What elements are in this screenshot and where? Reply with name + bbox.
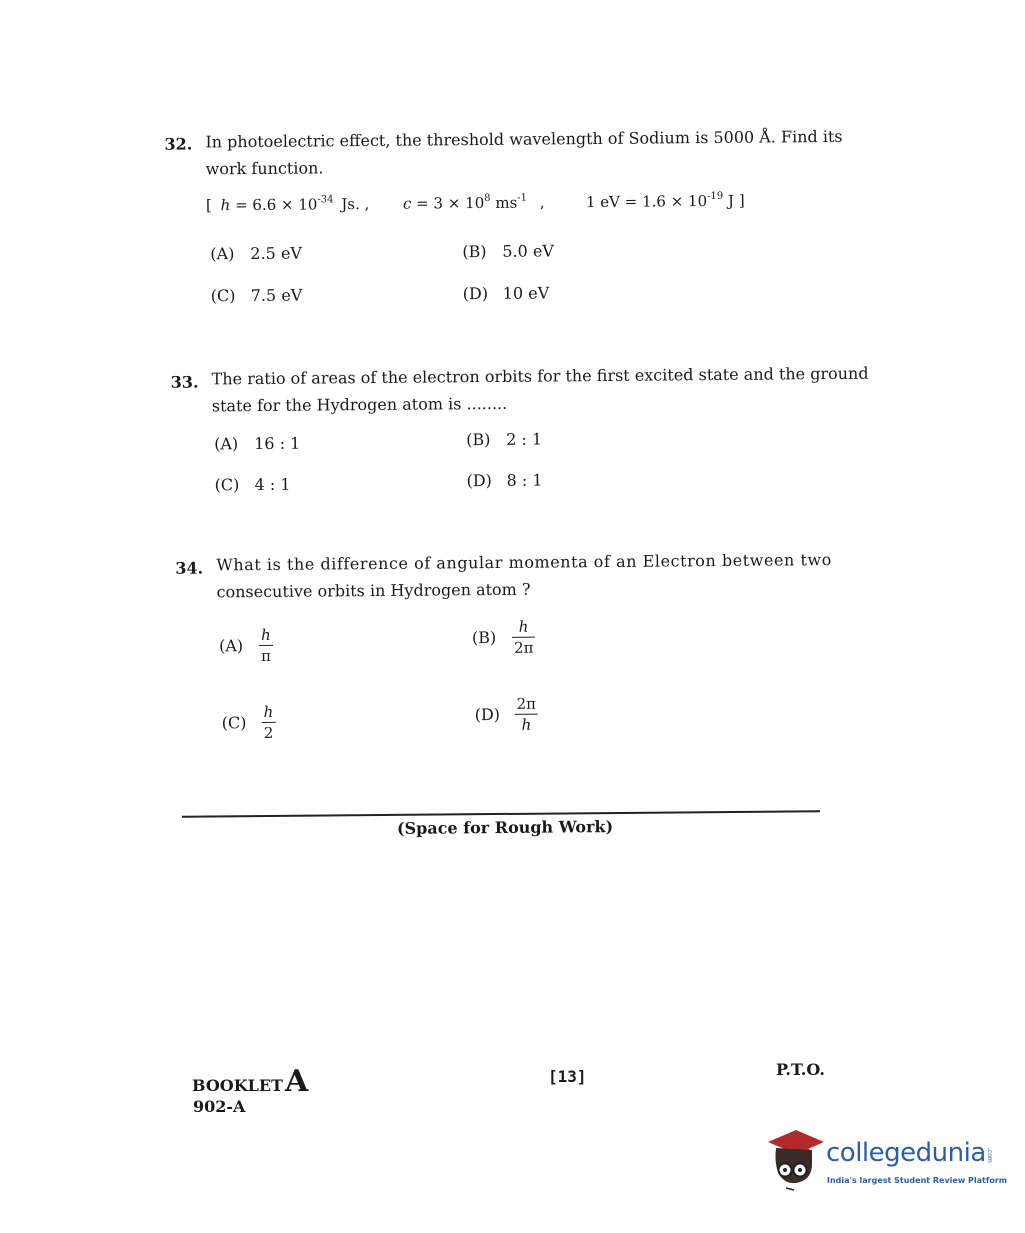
option-value: 5.0 eV	[502, 241, 555, 261]
c-unit: ms	[495, 193, 518, 212]
booklet-letter: A	[284, 1064, 309, 1099]
ev-unit: J ]	[727, 191, 745, 210]
option-label: (A)	[218, 636, 244, 656]
h-unit: Js. ,	[341, 194, 370, 214]
booklet-label	[192, 1064, 308, 1099]
graduate-mascot-icon	[766, 1126, 826, 1194]
rough-work-divider	[182, 810, 820, 818]
option-a[interactable]	[219, 626, 273, 667]
question-number: 34.	[175, 558, 204, 578]
fraction-denominator: 2	[263, 723, 274, 743]
c-comma: ,	[539, 193, 545, 212]
fraction-denominator: 2π	[513, 638, 534, 657]
option-label: (D)	[466, 470, 492, 491]
fraction-numerator: h	[512, 618, 536, 638]
fraction-numerator: h	[259, 626, 273, 646]
option-label: (B)	[466, 429, 491, 450]
question-text-line: The ratio of areas of the electron orbits for the first excited state and the ground	[211, 363, 869, 389]
fraction-numerator: h	[262, 703, 276, 723]
h-symbol: h	[220, 196, 231, 215]
ev-value: 1 eV = 1.6 × 10	[585, 192, 708, 212]
question-text-line: work function.	[205, 158, 324, 179]
question-number: 32.	[164, 134, 193, 154]
option-value: 7.5 eV	[250, 285, 303, 306]
fraction-denominator: h	[521, 715, 532, 734]
ev-exponent: -19	[707, 190, 724, 203]
collegedunia-logo[interactable]	[766, 1124, 1008, 1196]
bracket-open: [	[205, 196, 212, 215]
c-exponent: 8	[484, 192, 491, 204]
option-value: 8 : 1	[506, 470, 543, 490]
question-text-line: consecutive orbits in Hydrogen atom ?	[216, 579, 531, 602]
option-b[interactable]	[472, 618, 536, 660]
question-number: 33.	[170, 372, 199, 392]
option-label: (C)	[214, 475, 240, 495]
logo-suffix: .com	[986, 1148, 993, 1163]
option-value: 10 eV	[502, 283, 550, 303]
page-number: [13]	[548, 1067, 587, 1086]
booklet-word: BOOKLET	[192, 1076, 283, 1095]
logo-wordmark: collegedunia	[826, 1138, 986, 1168]
option-label: (C)	[210, 286, 236, 306]
question-text-line: state for the Hydrogen atom is ........	[211, 393, 508, 416]
option-label: (D)	[474, 704, 501, 725]
option-value: 4 : 1	[254, 474, 291, 495]
question-text-line: In photoelectric effect, the threshold wavelength of Sodium is 5000 Å. Find its	[205, 126, 843, 152]
option-value: 16 : 1	[254, 433, 301, 454]
h-exponent: -34	[317, 194, 334, 206]
fraction	[514, 695, 538, 736]
c-symbol: c	[402, 194, 412, 213]
booklet-code: 902-A	[193, 1097, 246, 1116]
option-label: (A)	[210, 244, 235, 264]
rough-work-label: (Space for Rough Work)	[396, 817, 614, 838]
pto-label: P.T.O.	[776, 1060, 825, 1079]
option-c[interactable]	[222, 703, 276, 744]
option-value: 2 : 1	[506, 429, 543, 449]
fraction	[262, 703, 276, 744]
fraction	[259, 626, 273, 667]
option-label: (C)	[221, 713, 247, 733]
fraction	[512, 618, 536, 659]
h-value: = 6.6 × 10	[234, 195, 318, 215]
question-text	[216, 546, 832, 605]
option-value: 2.5 eV	[250, 243, 303, 264]
fraction-denominator: π	[261, 646, 272, 666]
option-label: (B)	[471, 627, 497, 648]
option-d[interactable]	[474, 695, 538, 737]
fraction-numerator: 2π	[514, 695, 538, 715]
option-label: (A)	[214, 434, 239, 454]
option-label: (D)	[462, 283, 489, 304]
option-label: (B)	[462, 241, 487, 262]
logo-tagline: India's largest Student Review Platform	[827, 1176, 1008, 1185]
question-text-line: What is the difference of angular momenta of an Electron between two	[216, 550, 832, 575]
c-value: = 3 × 10	[416, 193, 485, 213]
c-unit-exponent: -1	[517, 192, 528, 204]
